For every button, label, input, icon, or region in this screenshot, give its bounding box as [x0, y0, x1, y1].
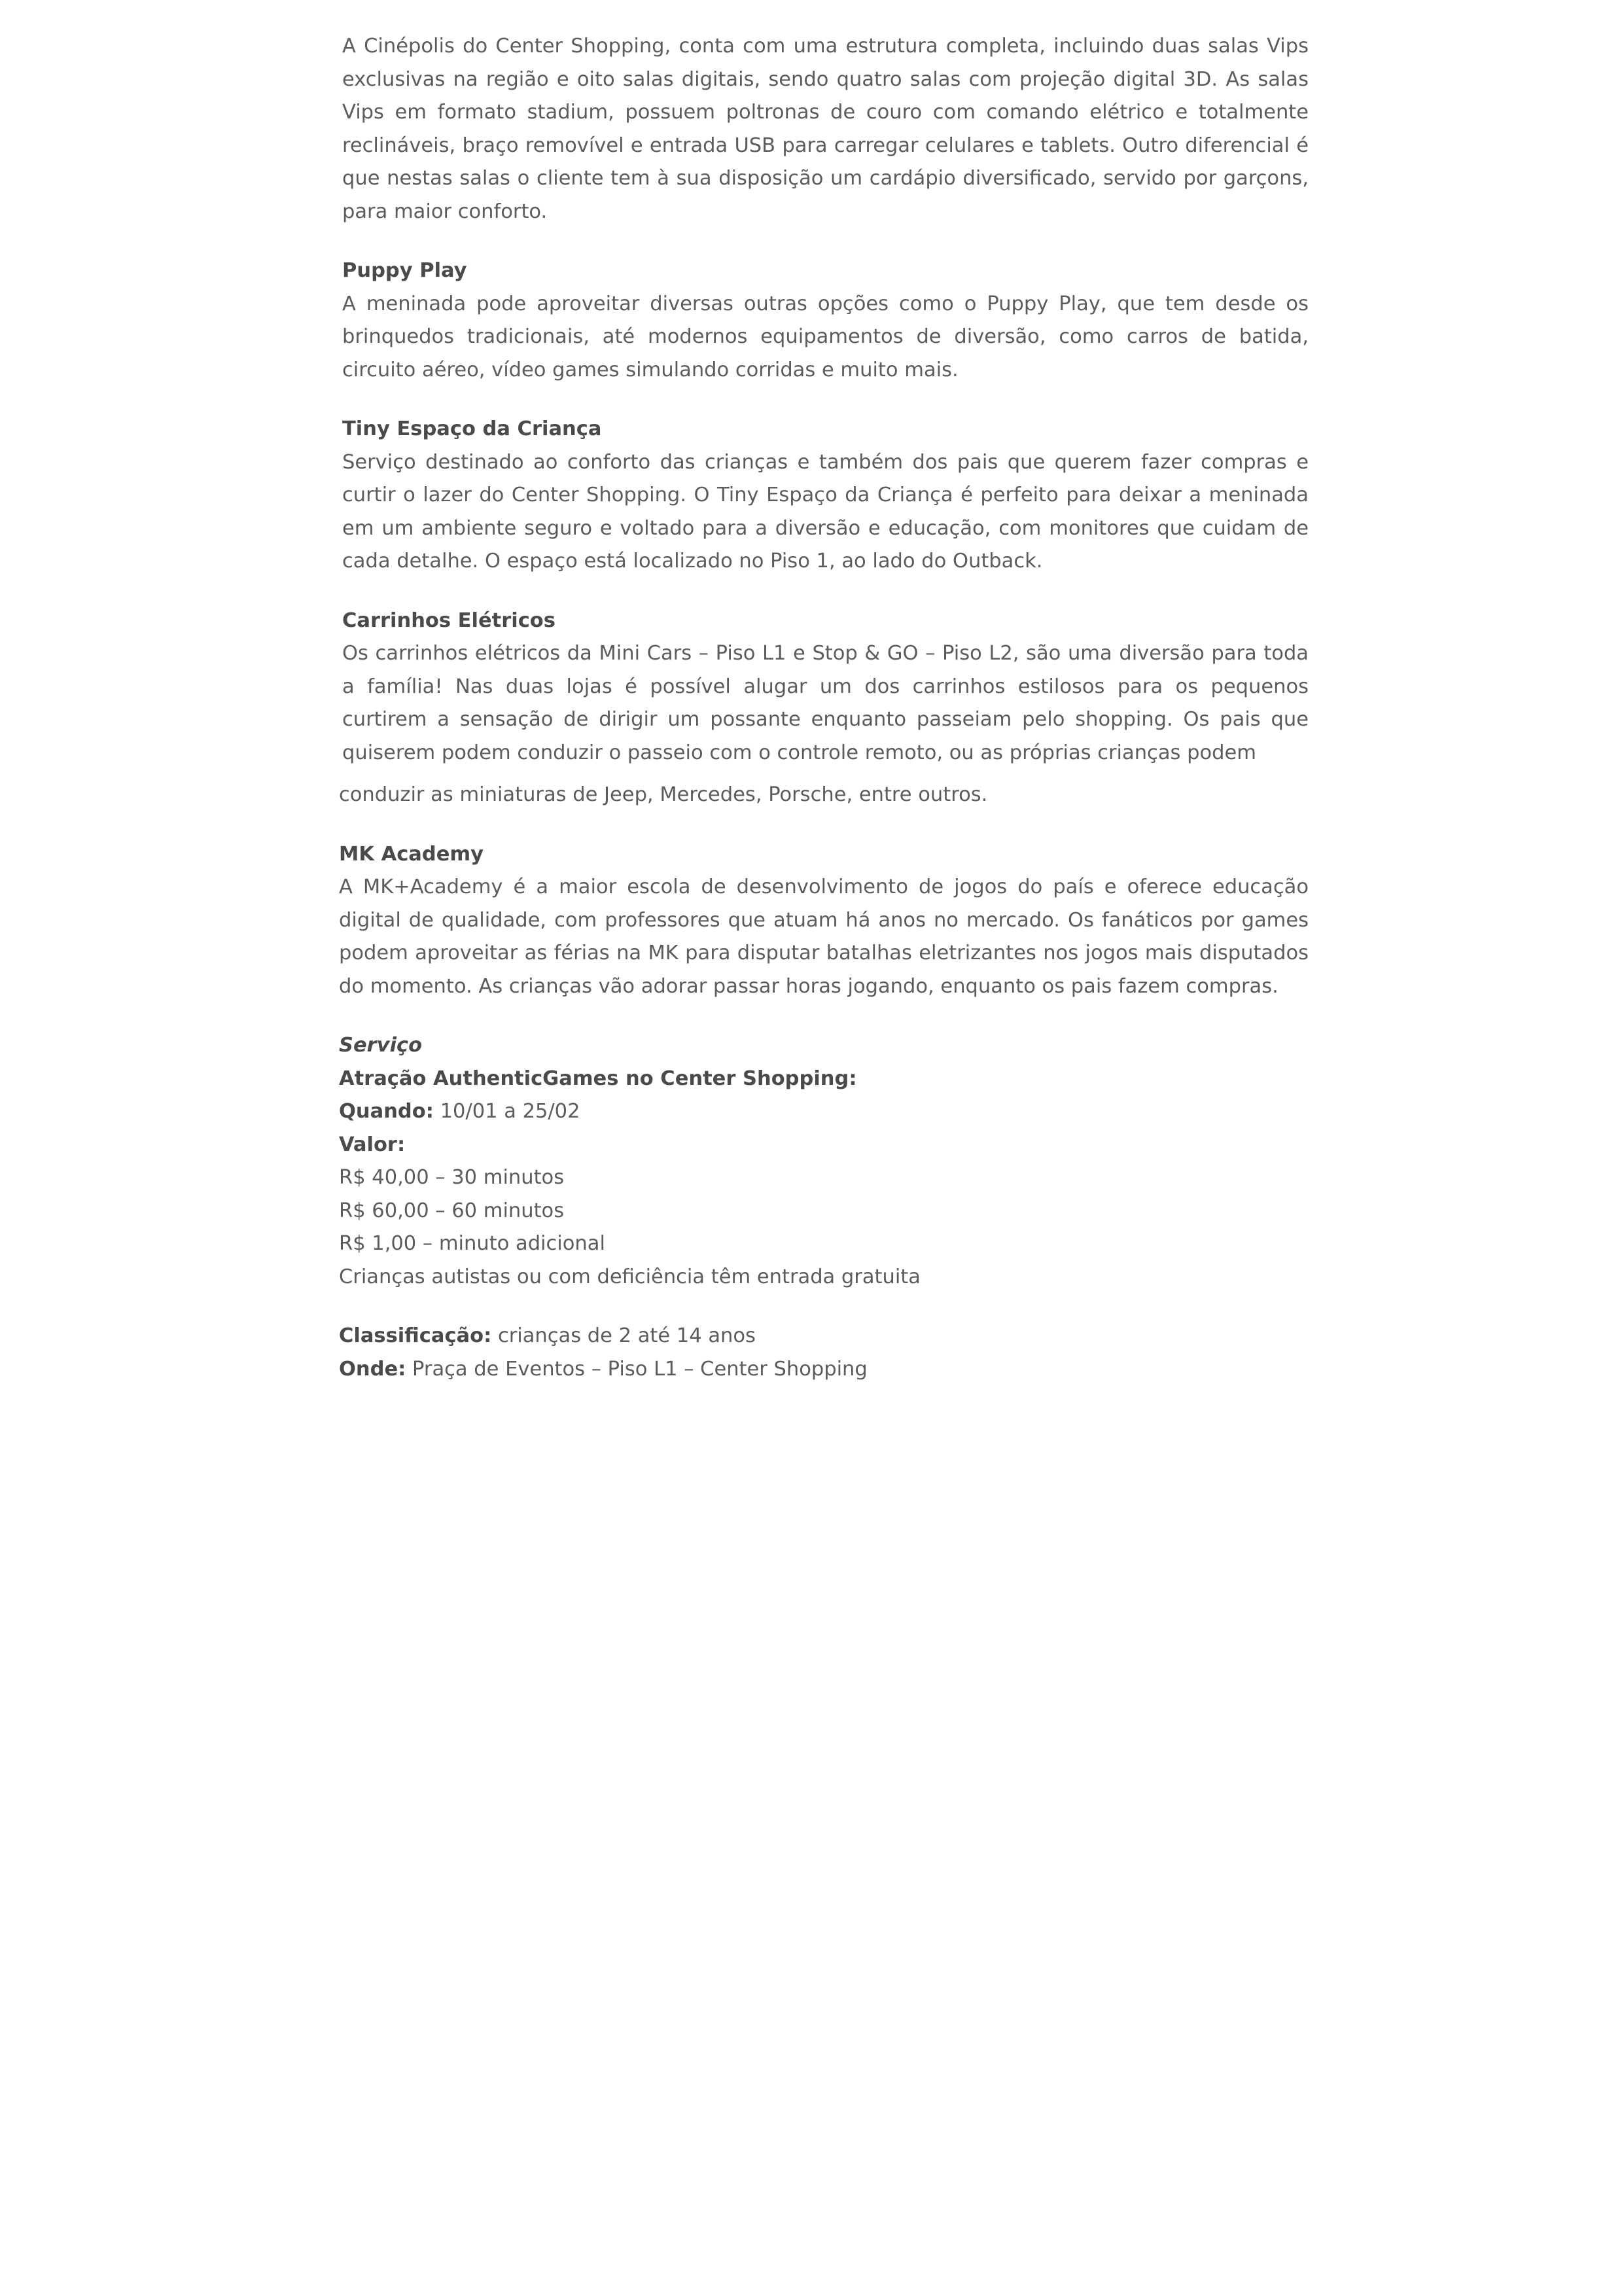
mk-section: [339, 838, 1309, 1386]
quando-label: Quando:: [339, 1100, 434, 1123]
spacer: [339, 1003, 1309, 1029]
article-body: [339, 30, 1309, 1386]
spacer: [342, 228, 1309, 255]
cinepolis-paragraph: A Cinépolis do Center Shopping, conta com uma estrutura completa, incluindo duas salas Vips exclusivas na região e oito salas digitais, sendo quatro salas com projeção digital 3D. As salas Vips em formato stadium, possuem poltronas de couro com comando elétrico e totalmente reclináveis, braço removível e entrada USB para carregar celulares e tablets. Outro diferencial é que nestas salas o cliente tem à sua disposição um cardápio diversificado, servido por garçons, para maior conforto.: [342, 35, 1309, 223]
spacer: [339, 1294, 1309, 1320]
quando-line: [339, 1095, 1309, 1129]
carrinhos-heading: Carrinhos Elétricos: [342, 609, 555, 632]
mk-paragraph: A MK+Academy é a maior escola de desenvolvimento de jogos do país e oferece educação digital de qualidade, com professores que atuam há anos no mercado. Os fanáticos por games podem aproveitar as férias na MK para disputar batalhas eletrizantes nos jogos mais disputados do momento. As crianças vão adorar passar horas jogando, enquanto os pais fazem compras.: [339, 875, 1309, 998]
quando-value: 10/01 a 25/02: [433, 1100, 580, 1123]
spacer: [342, 578, 1309, 605]
servico-heading: Serviço: [339, 1034, 423, 1057]
onde-line: [339, 1353, 1309, 1386]
price-item: R$ 60,00 – 60 minutos: [339, 1199, 565, 1222]
attraction-title: Atração AuthenticGames no Center Shopping:: [339, 1067, 857, 1090]
mk-heading: MK Academy: [339, 842, 484, 866]
classificacao-value: crianças de 2 até 14 anos: [491, 1324, 756, 1347]
onde-value: Praça de Eventos – Piso L1 – Center Shopping: [406, 1357, 868, 1381]
valor-label: Valor:: [339, 1133, 406, 1156]
price-item: R$ 1,00 – minuto adicional: [339, 1232, 605, 1255]
classificacao-label: Classificação:: [339, 1324, 492, 1347]
tiny-paragraph: Serviço destinado ao conforto das crianças e também dos pais que querem fazer compras e curtir o lazer do Center Shopping. O Tiny Espaço da Criança é perfeito para deixar a meninada em um ambiente seguro e voltado para a diversão e educação, com monitores que cuidam de cada detalhe. O espaço está localizado no Piso 1, ao lado do Outback.: [342, 450, 1309, 573]
tiny-heading: Tiny Espaço da Criança: [342, 417, 602, 440]
carrinhos-paragraph-continued: conduzir as miniaturas de Jeep, Mercedes, Porsche, entre outros.: [339, 783, 988, 806]
classificacao-line: [339, 1320, 1309, 1353]
price-item: R$ 40,00 – 30 minutos: [339, 1166, 565, 1189]
carrinhos-paragraph: Os carrinhos elétricos da Mini Cars – Piso L1 e Stop & GO – Piso L2, são uma diversão para toda a família! Nas duas lojas é possível alugar um dos carrinhos estilosos para os pequenos curtirem a sensação de dirigir um possante enquanto passeiam pelo shopping. Os pais que quiserem podem conduzir o passeio com o controle remoto, ou as próprias crianças podem: [342, 642, 1309, 764]
free-entry-note: Crianças autistas ou com deficiência têm entrada gratuita: [339, 1265, 921, 1288]
puppy-play-paragraph: A meninada pode aproveitar diversas outras opções como o Puppy Play, que tem desde os brinquedos tradicionais, até modernos equipamentos de diversão, como carros de batida, circuito aéreo, vídeo games simulando corridas e muito mais.: [342, 292, 1309, 381]
spacer: [342, 387, 1309, 413]
servico-section: [339, 1029, 1309, 1386]
puppy-play-heading: Puppy Play: [342, 259, 467, 282]
spacer: [342, 812, 1309, 838]
onde-label: Onde:: [339, 1357, 406, 1381]
